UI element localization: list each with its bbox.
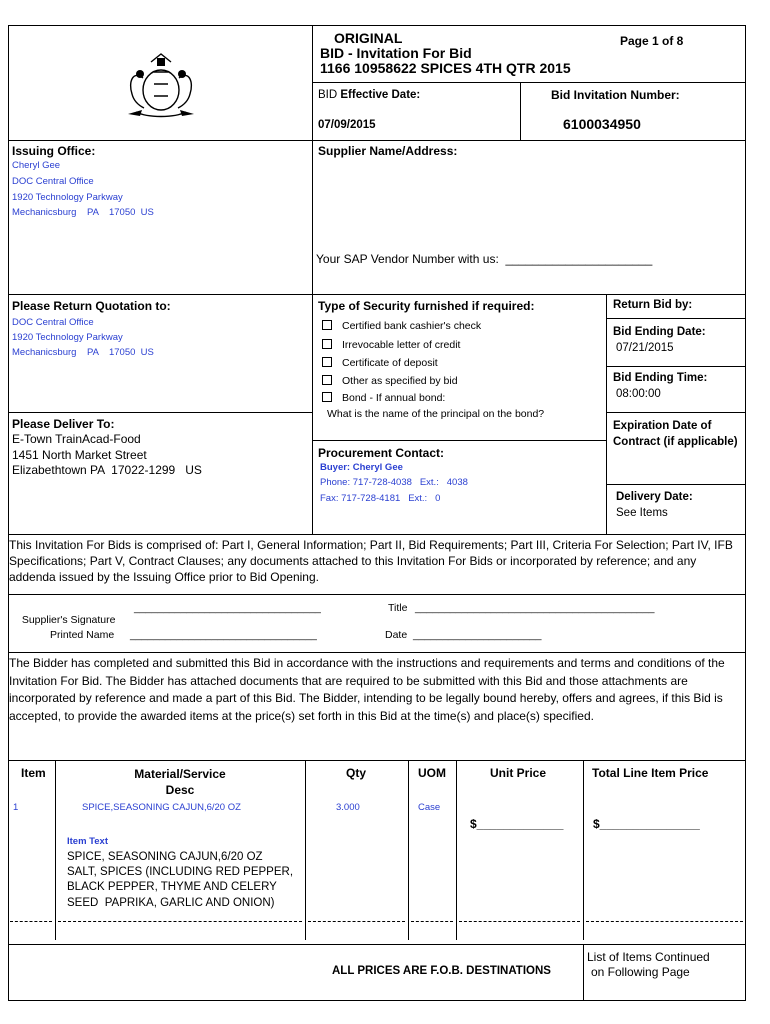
checkbox[interactable] [322,320,332,330]
commonwealth-seal-logo [118,50,204,120]
col-header-qty: Qty [346,766,367,780]
security-label: Type of Security furnished if required: [318,299,535,313]
invitation-number-value: 6100034950 [563,116,641,132]
issuing-office-label: Issuing Office: [12,144,96,158]
effective-date-label-prefix: BID [318,89,338,101]
issuing-office-line: Mechanicsburg PA 17050 US [12,207,154,218]
original-label: ORIGINAL [334,30,403,46]
checkbox[interactable] [322,357,332,367]
row-material: SPICE,SEASONING CAJUN,6/20 OZ [82,802,241,813]
total-price-field[interactable]: $_______________ [593,817,700,831]
bid-title: BID - Invitation For Bid [320,45,472,61]
procurement-label: Procurement Contact: [318,446,445,460]
bid-ending-time-label: Bid Ending Time: [613,372,708,384]
delivery-date-label: Delivery Date: [616,491,693,503]
intro-paragraph: This Invitation For Bids is comprised of: Part I, General Information; Part II, Bid Requirements; Part III, Criteria For Selection; Part IV, IFB Specifications; Part V, Contract Clauses; any documents attached to this Invitation For Bids or incorporated by reference; and any addenda issued by the Issuing Office prior to Bid Opening. [9,538,733,584]
printed-name-field[interactable]: ________________________________ [130,629,317,641]
item-text-label: Item Text [67,836,109,847]
row-uom: Case [418,802,441,813]
return-quotation-line: Mechanicsburg PA 17050 US [12,347,154,358]
page-number: Page 1 of 8 [620,34,684,48]
signature-field[interactable]: ________________________________ [134,602,321,614]
continued-line: List of Items Continued [587,950,710,964]
supplier-label: Supplier Name/Address: [318,144,458,158]
signature-row [16,602,116,626]
col-header-item: Item [21,766,46,780]
item-text-line: SPICE, SEASONING CAJUN,6/20 OZ [67,851,263,863]
item-text-line: BLACK PEPPER, THYME AND CELERY [67,881,277,893]
checkbox[interactable] [322,375,332,385]
bid-ending-date-label: Bid Ending Date: [613,326,706,338]
title-field[interactable]: _________________________________________ [415,602,655,614]
continued-line: on Following Page [591,965,690,979]
issuing-office-line: 1920 Technology Parkway [12,192,123,203]
row-item-number: 1 [13,802,19,813]
row-qty: 3.000 [336,802,360,813]
return-quotation-label: Please Return Quotation to: [12,299,171,313]
checkbox[interactable] [322,339,332,349]
invitation-number-label: Bid Invitation Number: [551,88,680,102]
security-option[interactable]: Irrevocable letter of credit [322,339,460,351]
effective-date-value: 07/09/2015 [318,119,376,131]
unit-price-field[interactable]: $_____________ [470,817,564,831]
issuing-office-line: Cheryl Gee [12,160,61,171]
expiration-date-label: Expiration Date of Contract (if applicable) [613,420,738,448]
deliver-to-label: Please Deliver To: [12,417,115,431]
signature-label: Supplier's Signature [21,614,116,626]
date-label: Date [385,629,408,641]
security-option[interactable]: Other as specified by bid [322,375,458,387]
effective-date-label-text: Effective Date: [340,89,421,101]
bid-number-title: 1166 10958622 SPICES 4TH QTR 2015 [320,60,571,76]
procurement-fax: Fax: 717-728-4181 Ext.: 0 [320,493,441,504]
bond-question: What is the name of the principal on the bond? [327,408,545,420]
col-header-material: Material/Service Desc [134,767,226,797]
fob-statement: ALL PRICES ARE F.O.B. DESTINATIONS [332,965,551,977]
checkbox[interactable] [322,392,332,402]
effective-date-label [318,89,420,101]
col-header-total: Total Line Item Price [592,766,709,780]
printed-name-label: Printed Name [50,629,115,641]
deliver-to-line: 1451 North Market Street [12,448,147,462]
security-option[interactable]: Bond - If annual bond: [322,392,445,404]
vendor-number-field[interactable]: Your SAP Vendor Number with us: ______________________ [316,252,653,266]
item-text-line: SEED PAPRIKA, GARLIC AND ONION) [67,897,275,909]
procurement-phone: Phone: 717-728-4038 Ext.: 4038 [320,477,468,488]
col-header-unit-price: Unit Price [490,766,547,780]
deliver-to-line: E-Town TrainAcad-Food [12,432,141,446]
deliver-to-line: Elizabethtown PA 17022-1299 US [12,463,202,477]
bidder-paragraph: The Bidder has completed and submitted this Bid in accordance with the instructions and requirements and terms and conditions of the Invitation For Bid. The Bidder has attached documents that are required to be submitted with this Bid and those attachments are incorporated by reference and made a part of this Bid. The Bidder, intending to be legally bound hereby, offers and agrees, if this Bid is accepted, to provide the awarded items at the price(s) set forth in this Bid at the time(s) and place(s) specified. [9,656,725,723]
title-label: Title [388,602,408,614]
return-bid-label: Return Bid by: [613,299,693,311]
bid-ending-date-value: 07/21/2015 [616,342,674,354]
delivery-date-value: See Items [616,507,668,519]
return-quotation-line: DOC Central Office [12,317,94,328]
item-text-line: SALT, SPICES (INCLUDING RED PEPPER, [67,866,294,878]
col-header-uom: UOM [418,766,446,780]
date-field[interactable]: ______________________ [413,629,542,641]
return-quotation-line: 1920 Technology Parkway [12,332,123,343]
procurement-buyer: Buyer: Cheryl Gee [320,462,403,473]
bid-ending-time-value: 08:00:00 [616,388,661,400]
security-option[interactable]: Certificate of deposit [322,357,438,369]
security-option[interactable]: Certified bank cashier's check [322,320,481,332]
issuing-office-line: DOC Central Office [12,176,94,187]
